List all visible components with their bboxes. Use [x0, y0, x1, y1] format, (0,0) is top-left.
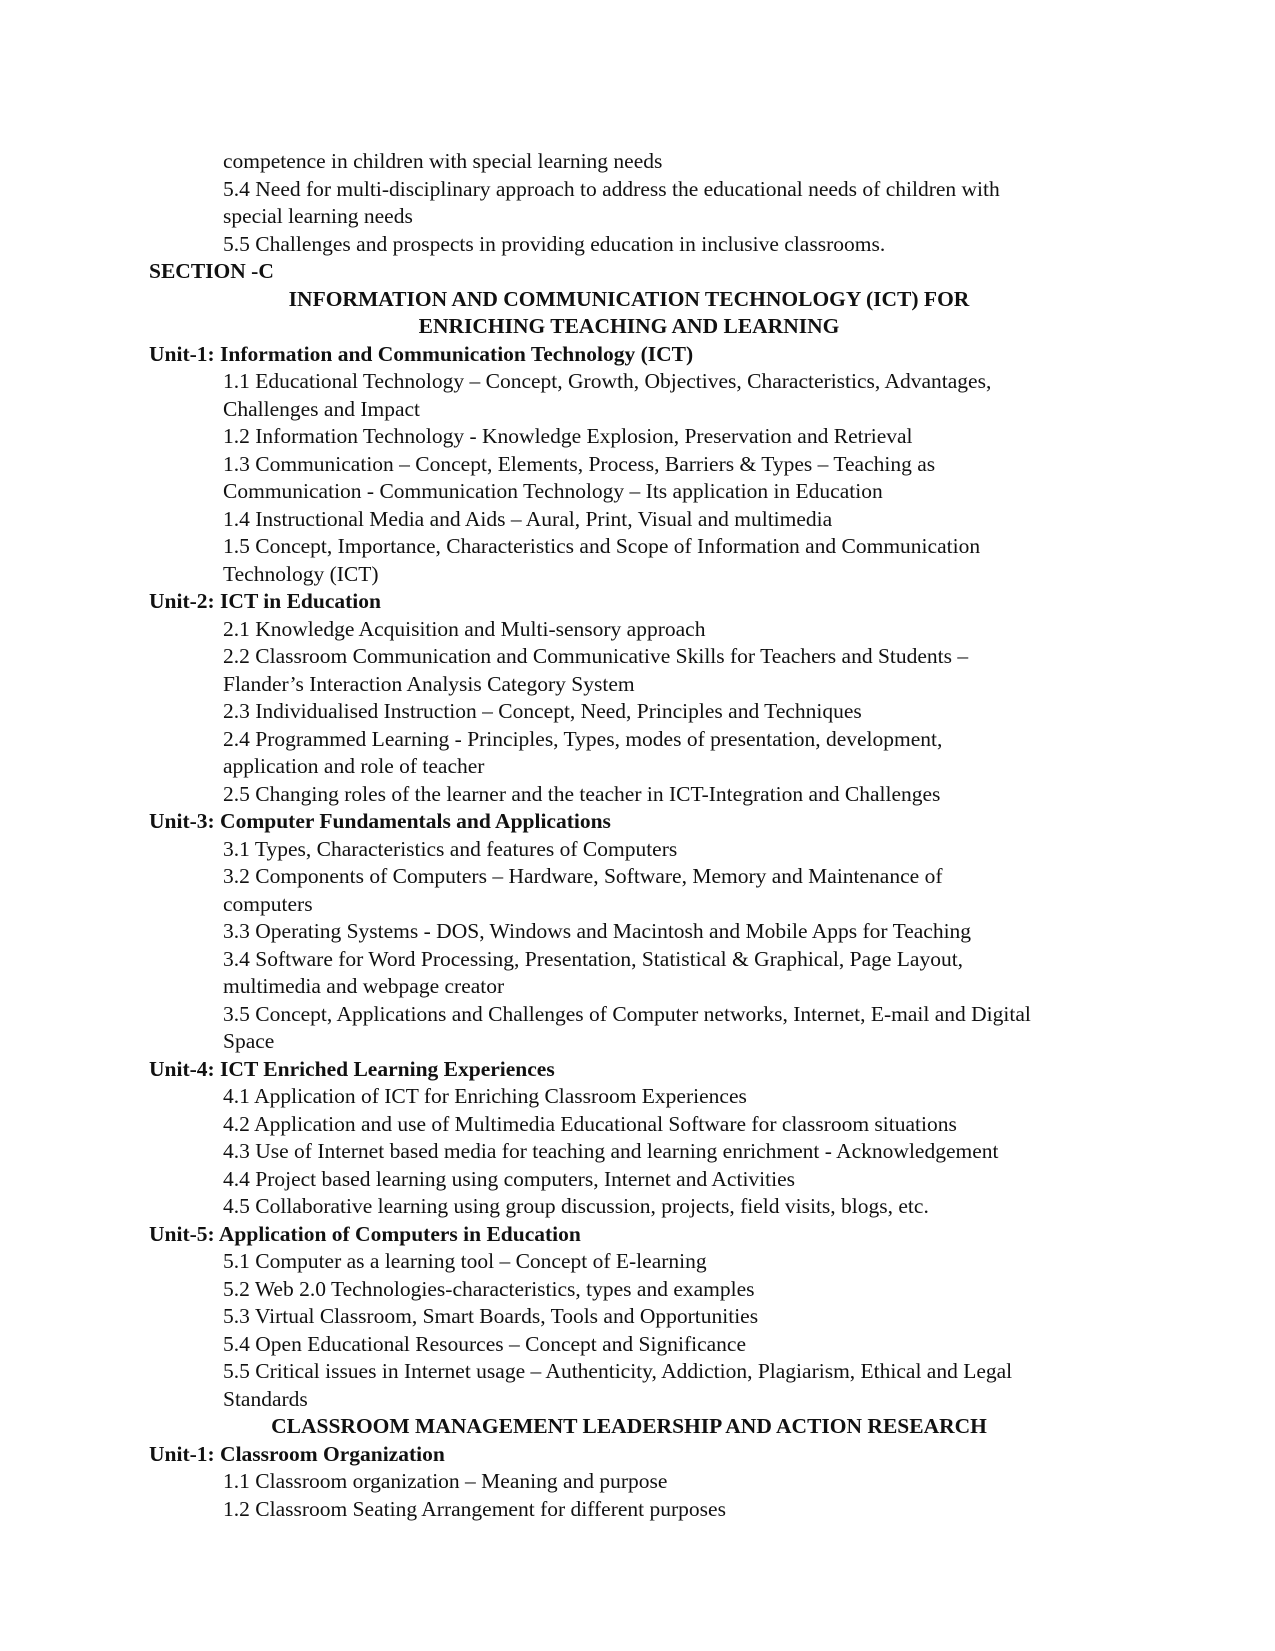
section-label: SECTION -C: [149, 259, 274, 283]
section-title-line-1: INFORMATION AND COMMUNICATION TECHNOLOGY (ICT) FOR: [288, 286, 970, 311]
list-item: 4.2 Application and use of Multimedia Educational Software for classroom situations: [223, 1111, 957, 1136]
unit-title: Unit-5: Application of Computers in Education: [149, 1221, 581, 1246]
list-item: 1.1 Educational Technology – Concept, Growth, Objectives, Characteristics, Advantages, Challenges and Impact: [223, 369, 992, 421]
unit-title: Unit-4: ICT Enriched Learning Experiences: [149, 1056, 555, 1081]
syllabus-text: [149, 148, 1109, 1523]
list-item: 1.1 Classroom organization – Meaning and purpose: [223, 1469, 668, 1493]
list-item: 2.5 Changing roles of the learner and the teacher in ICT-Integration and Challenges: [223, 781, 941, 806]
list-item: 5.2 Web 2.0 Technologies-characteristics, types and examples: [223, 1276, 755, 1301]
unit-title: Unit-1: Information and Communication Technology (ICT): [149, 341, 694, 366]
list-item: 5.5 Critical issues in Internet usage – Authenticity, Addiction, Plagiarism, Ethical and Legal Standards: [223, 1359, 1013, 1411]
list-item: 1.3 Communication – Concept, Elements, Process, Barriers & Types – Teaching as Communication - Communication Technology – Its application in Education: [223, 451, 936, 503]
list-item: 5.4 Open Educational Resources – Concept and Significance: [223, 1331, 747, 1356]
list-item: 3.2 Components of Computers – Hardware, Software, Memory and Maintenance of computers: [223, 864, 943, 916]
list-item: 4.4 Project based learning using computers, Internet and Activities: [223, 1166, 795, 1191]
list-item: 3.4 Software for Word Processing, Presentation, Statistical & Graphical, Page Layout, multimedia and webpage creator: [223, 946, 964, 998]
list-item: 1.5 Concept, Importance, Characteristics and Scope of Information and Communication Technology (ICT): [223, 534, 981, 586]
section-title-line-2: ENRICHING TEACHING AND LEARNING: [418, 314, 840, 338]
list-item: 5.1 Computer as a learning tool – Concept of E-learning: [223, 1249, 707, 1273]
part-title: CLASSROOM MANAGEMENT LEADERSHIP AND ACTION RESEARCH: [271, 1414, 987, 1438]
list-item: 1.2 Classroom Seating Arrangement for different purposes: [223, 1496, 726, 1521]
unit-title: Unit-3: Computer Fundamentals and Applications: [149, 809, 611, 833]
list-item: 2.3 Individualised Instruction – Concept, Need, Principles and Techniques: [223, 699, 862, 723]
list-item: 5.3 Virtual Classroom, Smart Boards, Tools and Opportunities: [223, 1304, 759, 1328]
list-item: 2.1 Knowledge Acquisition and Multi-sensory approach: [223, 616, 706, 641]
list-item: 5.4 Need for multi-disciplinary approach to address the educational needs of children with special learning needs: [223, 176, 1000, 228]
unit-title: Unit-1: Classroom Organization: [149, 1441, 445, 1466]
list-item: 5.5 Challenges and prospects in providing education in inclusive classrooms.: [223, 231, 886, 256]
list-item: 3.1 Types, Characteristics and features of Computers: [223, 836, 678, 861]
list-item: 1.4 Instructional Media and Aids – Aural, Print, Visual and multimedia: [223, 506, 833, 531]
list-item: 3.5 Concept, Applications and Challenges of Computer networks, Internet, E-mail and Digital Space: [223, 1001, 1031, 1053]
unit-title: Unit-2: ICT in Education: [149, 589, 381, 613]
list-item: competence in children with special learning needs: [223, 149, 663, 173]
list-item: 3.3 Operating Systems - DOS, Windows and Macintosh and Mobile Apps for Teaching: [223, 919, 972, 943]
list-item: 4.5 Collaborative learning using group discussion, projects, field visits, blogs, etc.: [223, 1194, 929, 1218]
list-item: 4.1 Application of ICT for Enriching Classroom Experiences: [223, 1084, 747, 1108]
list-item: 4.3 Use of Internet based media for teaching and learning enrichment - Acknowledgement: [223, 1139, 999, 1163]
list-item: 1.2 Information Technology - Knowledge Explosion, Preservation and Retrieval: [223, 424, 913, 448]
list-item: 2.2 Classroom Communication and Communicative Skills for Teachers and Students – Flander’s Interaction Analysis Category System: [223, 644, 969, 696]
list-item: 2.4 Programmed Learning - Principles, Types, modes of presentation, development, application and role of teacher: [223, 726, 943, 778]
